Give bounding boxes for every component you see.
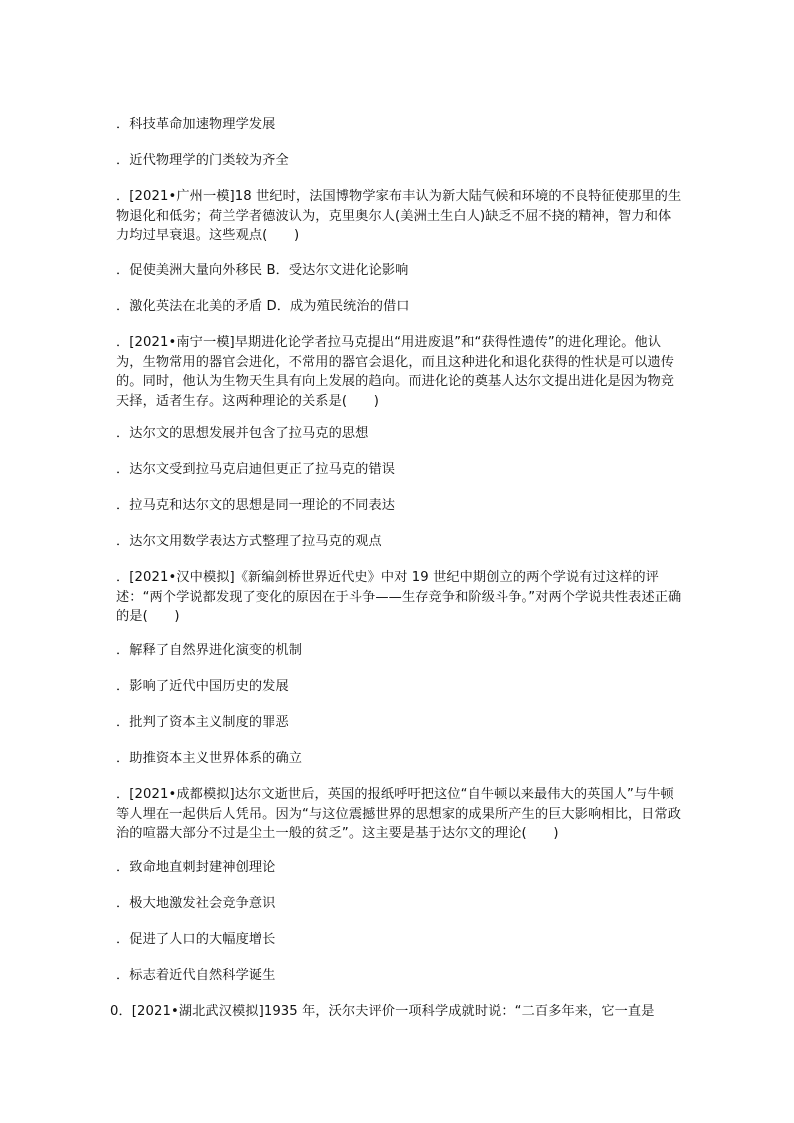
option-line: ．达尔文受到拉马克启迪但更正了拉马克的错误 <box>116 462 396 477</box>
option-line: ．影响了近代中国历史的发展 <box>116 679 289 694</box>
option-line: ．拉马克和达尔文的思想是同一理论的不同表达 <box>116 498 396 513</box>
question-paragraph: ．[2021•广州一模]18 世纪时，法国博物学家布丰认为新大陆气候和环境的不良特征使那里的生物退化和低劣；荷兰学者德波认为，克里奥尔人(美洲土生白人)缺乏不屈不挠的精神，智力和体力均过早衰退。这些观点( ) <box>116 189 682 243</box>
option-line: ．致命地直刺封建神创理论 <box>116 860 276 875</box>
option-line: ．促使美洲大量向外移民 B．受达尔文进化论影响 <box>116 263 409 278</box>
question-paragraph: 0．[2021•湖北武汉模拟]1935 年，沃尔夫评价一项科学成就时说：“二百多年来，它一直是 <box>110 1004 655 1019</box>
question-paragraph: ．[2021•汉中模拟]《新编剑桥世界近代史》中对 19 世纪中期创立的两个学说有过这样的评述：“两个学说都发现了变化的原因在于斗争——生存竞争和阶级斗争。”对两个学说共性表述正确的是( ) <box>116 570 682 624</box>
question-paragraph: ．[2021•成都模拟]达尔文逝世后，英国的报纸呼吁把这位“自牛顿以来最伟大的英国人”与牛顿等人埋在一起供后人凭吊。因为“与这位震撼世界的思想家的成果所产生的巨大影响相比，日常政治的喧嚣大部分不过是尘土一般的贫乏”。这主要是基于达尔文的理论( ) <box>116 787 682 841</box>
option-line: ．近代物理学的门类较为齐全 <box>116 153 289 168</box>
option-line: ．达尔文用数学表达方式整理了拉马克的观点 <box>116 534 382 549</box>
option-line: ．标志着近代自然科学诞生 <box>116 968 276 983</box>
option-line: ．批判了资本主义制度的罪恶 <box>116 715 289 730</box>
question-paragraph: ．[2021•南宁一模]早期进化论学者拉马克提出“用进废退”和“获得性遗传”的进化理论。他认为，生物常用的器官会进化，不常用的器官会退化，而且这种进化和退化获得的性状是可以遗传的。同时，他认为生物天生具有向上发展的趋向。而进化论的奠基人达尔文提出进化是因为物竞天择，适者生存。这两种理论的关系是( ) <box>116 335 675 409</box>
option-line: ．科技革命加速物理学发展 <box>116 117 276 132</box>
option-line: ．极大地激发社会竞争意识 <box>116 896 276 911</box>
option-line: ．促进了人口的大幅度增长 <box>116 932 276 947</box>
option-line: ．助推资本主义世界体系的确立 <box>116 751 303 766</box>
option-line: ．激化英法在北美的矛盾 D．成为殖民统治的借口 <box>116 299 410 314</box>
option-line: ．达尔文的思想发展并包含了拉马克的思想 <box>116 426 369 441</box>
option-line: ．解释了自然界进化演变的机制 <box>116 643 303 658</box>
